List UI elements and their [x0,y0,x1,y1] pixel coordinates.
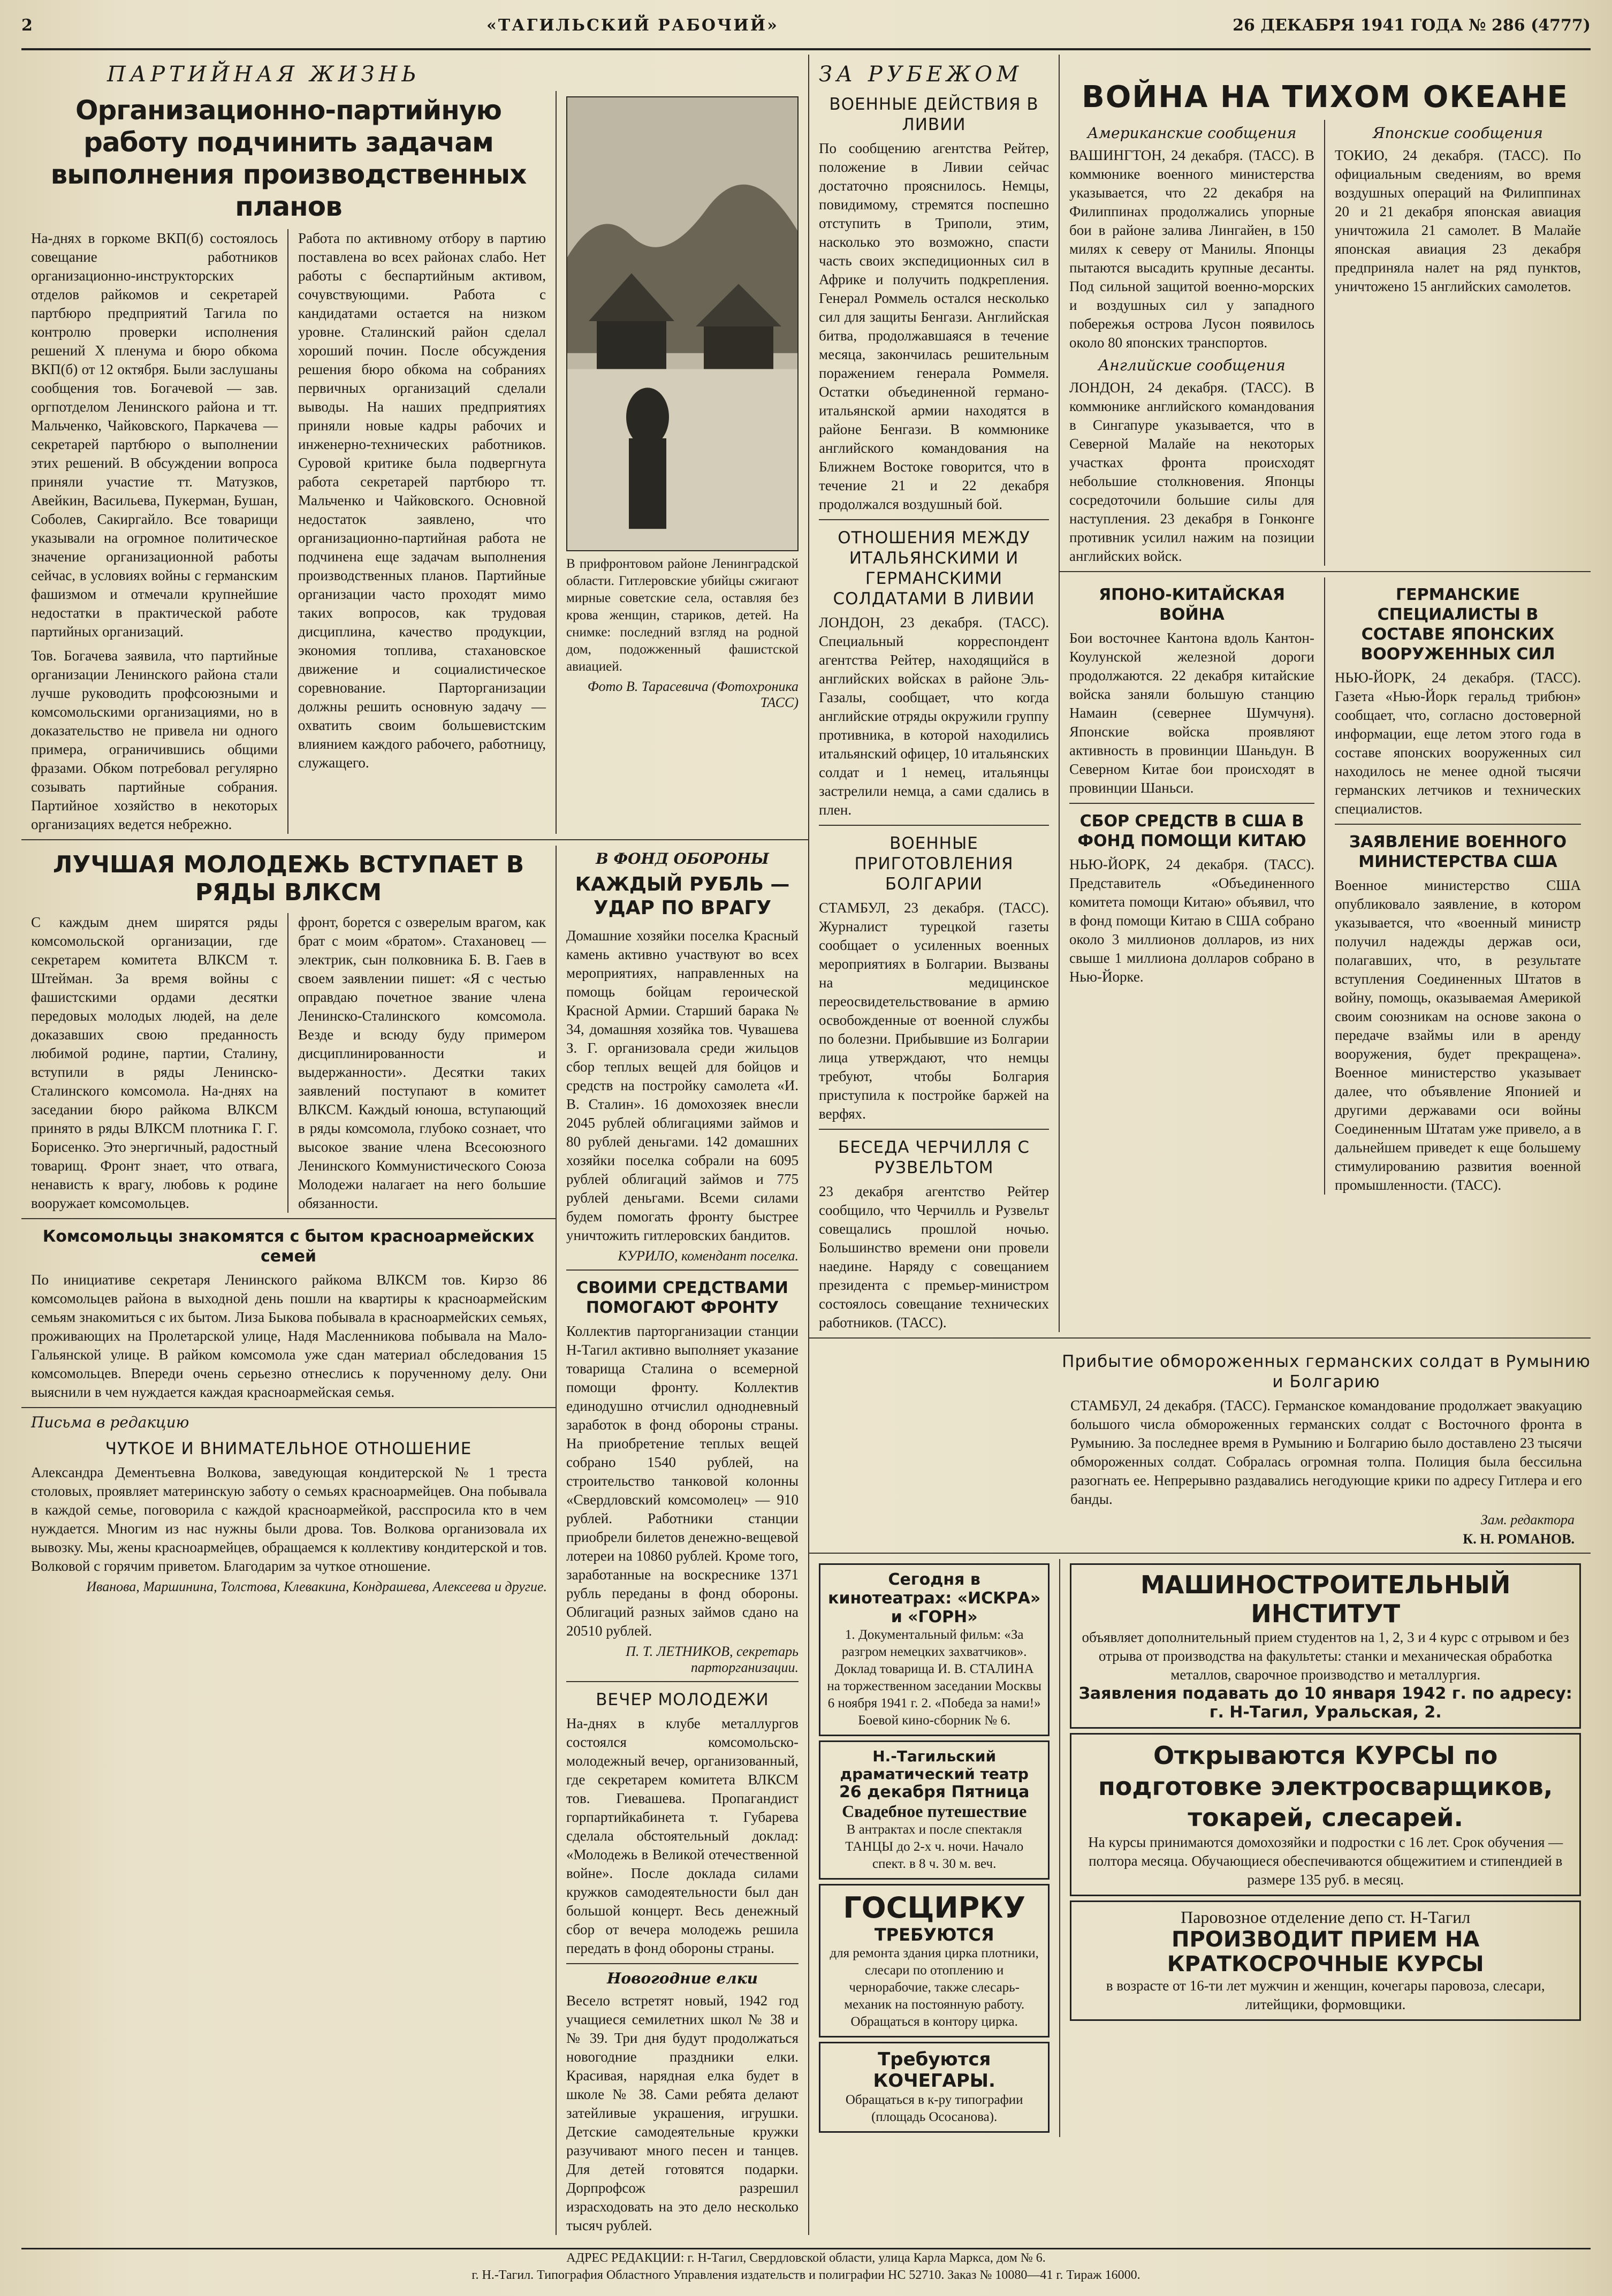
courses-text: На курсы принимаются домохозяйки и подростки с 16 лет. Срок обучения — полтора месяца. Обучающиеся обеспечиваются общежитием и стипендией в размере 135 руб. в месяц. [1088,1834,1563,1888]
issue-date: 26 ДЕКАБРЯ 1941 ГОДА № 286 (4777) [1233,16,1591,35]
depot-text: в возрасте от 16-ти лет мужчин и женщин, кочегары паровоза, слесари, литейщики, формовщики. [1106,1978,1545,2012]
funds-text: НЬЮ-ЙОРК, 24 декабря. (ТАСС). Представитель «Объединенного комитета помощи Китаю» объявил, что в фонд помощи Китаю в США собрано около 3 миллионов долларов, из них свыше 1 миллиона долларов собрано в Нью-Йорке. [1069,856,1314,985]
own-means-headline: СВОИМИ СРЕДСТВАМИ ПОМОГАЮТ ФРОНТУ [576,1279,788,1317]
defense-fund-signature: КУРИЛО, комендант поселка. [618,1248,799,1264]
evening-text: На-днях в клубе металлургов состоялся комсомольско-молодежный вечер, организованный, где секретарем комитета ВЛКСМ тов. Гиевашева. Пропагандист горпартийкабинета т. Губарева сделала обстоятельный доклад: «Молодежь в Великой отечественной войне». После доклада силами кружков самодеятельности был дан большой концерт. Весь денежный сбор от вечера молодежь решила передать в фонд обороны страны. [566,1715,799,1956]
frozen-headline: Прибытие обмороженных германских солдат в Румынию и Болгарию [1062,1352,1591,1392]
relations-headline: ОТНОШЕНИЯ МЕЖДУ ИТАЛЬЯНСКИМИ И ГЕРМАНСКИМИ СОЛДАТАМИ В ЛИВИИ [833,528,1035,609]
new-year-headline: Новогодние елки [606,1970,758,1987]
institute-deadline: Заявления подавать до 10 января 1942 г. по адресу: г. Н-Тагил, Уральская, 2. [1078,1684,1572,1722]
pacific-text-2: ЛОНДОН, 24 декабря. (ТАСС). В коммюнике английского командования в Сингапуре указывается, что в Северной Малайе на некоторых участках фронта происходят небольшие столкновения. Японцы сосредоточили большие силы для наступления. 23 декабря в Гонконге противник усилил нажим на позиции английских войск. [1069,379,1314,564]
libya-text: По сообщению агентства Рейтер, положение в Ливии сейчас достаточно прояснилось. Немцы, повидимому, стремятся поспешно отступить в Триполи, этим, насколько это возможно, спасти часть своих экспедиционных сил в Африке и получить подкрепления. Генерал Роммель остался несколько сил для защиты Бенгази. Английская битва, продолжавшаяся в течение месяца, закончилась решительным поражением генерала Роммеля. Остатки объединенной германо-итальянской армии находятся в районе Бенгази. В коммюнике английского командования на Ближнем Востоке говорится, что в течение 21 и 22 декабря продолжался воздушный бой. [819,140,1049,512]
germans-text: НЬЮ-ЙОРК, 24 декабря. (ТАСС). Газета «Нью-Йорк геральд трибюн» сообщает, что, согласно достоверной информации, еще летом этого года в составе японских вооруженных сил находилось не менее одной тысячи германских летчиков и технических специалистов. [1335,670,1581,817]
vlksm-text-1: С каждым днем ширятся ряды комсомольской организации, где секретарем комитета ВЛКСМ т. Штейман. За время войны с фашистскими ордами десятки передовых молодых людей, на деле доказавших свою преданность любимой родине, партии, Сталину, вступили в ряды Ленинско-Сталинского комсомола. На-днях на заседании бюро райкома ВЛКСМ принято в ряды ВЛКСМ плотника Г. Г. Борисенко. Это энергичный, радостный товарищ. Фронт знает, что отвага, ненависть к врагу, любовь к родине вооружает комсомольцев. [31,914,278,1211]
own-means-signature: П. Т. ЛЕТНИКОВ, секретарь парторганизации. [626,1644,799,1675]
letters-signature: Иванова, Маршинина, Толстова, Клевакина, Кондрашева, Алексеева и другие. [86,1579,547,1594]
ads-left [809,1559,1060,2137]
circus-text: для ремонта здания цирка плотники, слесари по отоплению и чернорабочие, также слесарь-механик на постоянную работу. Обращаться в контору цирка. [830,1946,1039,2029]
theater-ad [819,1740,1050,1880]
komsomol-families-text: По инициативе секретаря Ленинского райкома ВЛКСМ тов. Кирзо 86 комсомольцев района в выходной день пошли на квартиры к красноармейским семьям знакомиться с их бытом. Лиза Быкова побывала в красноармейских семьях, проживающих на Пролетарской улице, Надя Масленникова побывала на Мало-Гальянской улице. В райком комсомола уже сдан материал обследования 15 комсомольцев. Впереди очень серьезно отнеслись к порученному делу. Они выяснили в чем нуждается каждая красноармейская семья. [31,1272,547,1400]
frozen-block [1061,1344,1592,1509]
defense-fund-rubric: В ФОНД ОБОРОНЫ [596,850,769,868]
defense-fund-text: Домашние хозяйки поселка Красный камень активно участвуют во всех мероприятиях, направленных на помощь бойцам героической Красной Армии. Старший барака № 34, домашняя хозяйка тов. Чувашева З. Г. организовала среди жильцов сбор теплых вещей для бойцов и средств на постройку самолета «И. В. Сталин». 16 домохозяек внесли 2045 рублей облигациями займов и 80 рублей деньгами. 142 домашних хозяйки поселка собрали на 6095 рублей облигаций займов и 775 рублей деньгами. Всеми силами будем помогать фронту быстрее уничтожить гитлеровских бандитов. [566,927,799,1243]
pacific-headline: ВОЙНА НА ТИХОМ ОКЕАНЕ [1082,80,1569,115]
paper-name: «ТАГИЛЬСКИЙ РАБОЧИЙ» [486,16,779,35]
churchill-text: 23 декабря агентство Рейтер сообщило, что Черчилль и Рузвельт совещались прошлой ночью. Большинство времени они провели наедине. Наряду с совещанием президента с премьер-министром состоялось совещание технических работников. (ТАСС). [819,1183,1049,1331]
party-life-headline: Организационно-партийную работу подчинить задачам выполнения производственных планов [50,95,527,222]
editor-name: К. Н. РОМАНОВ. [1463,1531,1575,1547]
theater-date: 26 декабря Пятница [839,1783,1030,1801]
photo-credit: Фото В. Тарасевича (Фотохроника ТАСС) [587,679,799,710]
lower-left-block [21,846,557,2235]
churchill-headline: БЕСЕДА ЧЕРЧИЛЛЯ С РУЗВЕЛЬТОМ [838,1138,1030,1177]
depot-big: ПРОИЗВОДИТ ПРИЕМ НА КРАТКОСРОЧНЫЕ КУРСЫ [1167,1927,1484,1976]
rubric-party-life: ПАРТИЙНАЯ ЖИЗНЬ [107,62,421,87]
statement-headline: ЗАЯВЛЕНИЕ ВОЕННОГО МИНИСТЕРСТВА США [1349,833,1567,871]
evening-headline: ВЕЧЕР МОЛОДЕЖИ [596,1690,769,1709]
own-means-text: Коллектив парторганизации станции Н-Тагил активно выполняет указание товарища Сталина о всемерной помощи фронту. Коллектив единодушно отчислил однодневный заработок в фонд обороны страны. На приобретение теплых вещей собрано 1540 рублей, на строительство танковой колонны «Свердловский комсомолец» — 910 рублей. Работники станции приобрели билетов денежно-вещевой лотереи на 10860 рублей. Кроме того, заработанные на воскреснике 1371 рубль переданы в фонд обороны. Облигаций разных займов сдано на 20510 рублей. [566,1323,799,1639]
depot-headline: Паровозное отделение депо ст. Н-Тагил [1181,1907,1471,1927]
circus-subhead: ТРЕБУЮТСЯ [874,1925,994,1945]
party-life-text-2: Тов. Богачева заявила, что партийные организации Ленинского района стали лучше руководить профсоюзными и комсомольскими организациями, но в доказательство не привела ни одного примера, ограничившись общими фразами. Обком потребовал регулярно созывать партийные собрания. Партийное хозяйство в некоторых организациях ведется небрежно. [31,648,278,832]
pacific-text-3: ТОКИО, 24 декабря. (ТАСС). По официальным сведениям, во время воздушных операций на Филиппинах 20 и 21 декабря японская авиация уничтожила 21 самолет. В Малайе японская авиация 23 декабря предприняла налет на ряд пунктов, уничтожено 15 английских самолетов. [1335,147,1581,294]
theater-text: В антрактах и после спектакля ТАНЦЫ до 2-х ч. ночи. Начало спект. в 8 ч. 30 м. веч. [845,1822,1024,1871]
stokers-ad [819,2042,1050,2133]
stokers-headline: Требуются КОЧЕГАРЫ. [873,2049,995,2092]
libya-headline: ВОЕННЫЕ ДЕЙСТВИЯ В ЛИВИИ [829,95,1039,134]
abroad-left-col [809,55,1060,1332]
american-subhead: Американские сообщения [1087,124,1297,142]
photo-caption: В прифронтовом районе Ленинградской области. Гитлеровские убийцы сжигают мирные советские села, оставляя без крова женщин, стариков, детей. На снимке: последний взгляд на родной дом, подожженный фашистской авиацией. [566,557,799,674]
editor-label: Зам. редактора [1480,1512,1575,1527]
germans-headline: ГЕРМАНСКИЕ СПЕЦИАЛИСТЫ В СОСТАВЕ ЯПОНСКИХ ВООРУЖЕННЫХ СИЛ [1360,586,1555,664]
china-text: Бои восточнее Кантона вдоль Кантон-Коулунской железной дороги продолжаются. 22 декабря китайские войска заняли большую станцию Намаин (севернее Шумчуня). Японские войска проявляют активность в провинции Шаньдун. В Северном Китае бои происходят в провинции Шаньси. [1069,630,1314,796]
cinema-headline: Сегодня в кинотеатрах: «ИСКРА» и «ГОРН» [828,1570,1041,1626]
institute-headline: МАШИНОСТРОИТЕЛЬНЫЙ ИНСТИТУТ [1140,1570,1511,1628]
relations-text: ЛОНДОН, 23 декабря. (ТАСС). Специальный корреспондент агентства Рейтер, находящийся в английских войсках в районе Эль-Газалы, сообщает, что когда английские отряды окружили группу противника, в которой находились итальянский офицер, 10 итальянских солдат и 1 немец, итальянцы застрелили немца, а сами сдались в плен. [819,614,1049,818]
pacific-text-1: ВАШИНГТОН, 24 декабря. (ТАСС). В коммюнике военного министерства указывается, что 22 декабря на Филиппинах продолжались упорные бои в районе залива Лингайен, в 150 милях к северу от Манилы. Японцы пытаются высадить крупные десанты. Под сильной защитой военно-морских и воздушных сил у западного побережья острова Лусон появилось около 80 японских транспортов. [1069,147,1314,351]
frozen-text: СТАМБУЛ, 24 декабря. (ТАСС). Германское командование продолжает эвакуацию большого числа обмороженных германских солдат с Восточного фронта в Румынию. За последнее время в Румынию и Болгарию было доставлено 23 тысячи обмороженных солдат. Собралась огромная толпа. Полиция была бессильна разогнать ее. Непрерывно раздавались негодующие крики по адресу Гитлера и его банды. [1070,1397,1582,1507]
defense-fund-headline: КАЖДЫЙ РУБЛЬ — УДАР ПО ВРАГУ [575,873,790,919]
institute-text: объявляет дополнительный прием студентов на 1, 2, 3 и 4 курс с отрывом и без отрыва от производства на факультеты: станки и механическая обработка металлов, сварочное производство и металлургия. [1082,1629,1569,1683]
bulgaria-text: СТАМБУЛ, 23 декабря. (ТАСС). Журналист турецкой газеты сообщает о усиленных военных мероприятиях в Болгарии. Вызваны на медицинское переосвидетельствование в армию освобожденные от военной службы по болезни. Прибывшие из Болгарии лица утверждают, что немцы требуют, чтобы Болгария приступила к постройке баржей на верфях. [819,900,1049,1122]
party-life-text-1: На-днях в горкоме ВКП(б) состоялось совещание работников организационно-инструкторских отделов райкомов и секретарей партбюро предприятий Тагила по контролю проверки исполнения решений X пленума и бюро обкома ВКП(б) от 12 октября. Были заслушаны сообщения тов. Богачевой — зав. оргпотделом Ленинского района и тт. Мальченко, Чайковского, Паркачева — секретарей партбюро о выполнении этих решений. В обсуждении вопроса приняли участие тт. Матузков, Авейкин, Васильева, Пукерман, Бушан, Соболев, Сакиргайло. Все товарищи указывали на огромное политическое значение организационной работы сейчас, в условиях войны с германским фашизмом и отмечали крупнейшие недостатки в практической работе партийных организаций. [31,230,278,640]
burning-village-image [567,97,797,550]
courses-ad [1070,1733,1581,1896]
photo-block [557,91,808,834]
letters-rubric: Письма в редакцию [31,1413,189,1431]
courses-headline: Открываются КУРСЫ по подготовке электросварщиков, токарей, слесарей. [1098,1741,1553,1832]
left-half [21,55,808,2235]
fund-block [557,846,808,2235]
cinema-ad [819,1563,1050,1736]
ads-area [809,1559,1591,2137]
letters-text: Александра Дементьевна Волкова, заведующая кондитерской № 1 треста столовых, проявляет материнскую заботу о семьях красноармейцев. Она побывала в каждой семье, поговорила с каждой красноармейкой, расспросила кто в чем нуждается. Многим из нас нужны были дрова. Тов. Волкова организовала их вывозку. Мы, жены красноармейцев, обращаемся к коллективу кондитерской и тов. Волковой с горячим приветом. Благодарим за чуткое отношение. [31,1464,547,1574]
war-photo [566,96,799,551]
depot-ad [1070,1900,1581,2021]
new-year-text: Весело встретят новый, 1942 год учащиеся семилетних школ № 38 и № 39. Три дня будут продолжаться новогодние праздники елки. Красивая, нарядная елка будет в школе № 38. Сами ребята делают затейливые украшения, игрушки. Детские самодеятельные кружки разучивают много песен и танцев. Для детей готовятся подарки. Дорпрофсож разрешил израсходовать на это дело несколько тысяч рублей. [566,1993,799,2233]
theater-headline: Н.-Тагильский драматический театр [840,1747,1029,1783]
japan-subhead: Японские сообщения [1373,124,1543,142]
pacific-block [1060,55,1591,1332]
letters-headline: ЧУТКОЕ И ВНИМАТЕЛЬНОЕ ОТНОШЕНИЕ [105,1439,472,1458]
footer-printing: г. Н.-Тагил. Типография Областного Управления издательств и полиграфии НС 52710. Заказ № 10080—41 г. Тираж 16000. [472,2268,1140,2282]
theater-play: Свадебное путешествие [842,1801,1027,1821]
party-life-block [21,91,557,834]
abroad-rubric: ЗА РУБЕЖОМ [819,62,1023,87]
stokers-text: Обращаться в к-ру типографии (площадь Ососанова). [845,2093,1023,2124]
china-headline: ЯПОНО-КИТАЙСКАЯ ВОЙНА [1098,586,1286,624]
right-half [808,55,1591,2235]
bulgaria-headline: ВОЕННЫЕ ПРИГОТОВЛЕНИЯ БОЛГАРИИ [854,834,1014,894]
footer-address: АДРЕС РЕДАКЦИИ: г. Н-Тагил, Свердловской области, улица Карла Маркса, дом № 6. [566,2251,1046,2265]
circus-ad [819,1884,1050,2037]
vlksm-headline: ЛУЧШАЯ МОЛОДЕЖЬ ВСТУПАЕТ В РЯДЫ ВЛКСМ [52,851,524,906]
page-number: 2 [21,16,33,35]
circus-headline: ГОСЦИРКУ [843,1891,1025,1925]
ads-right [1060,1559,1591,2137]
vlksm-text-2: фронт, борется с озверелым врагом, как брат с моим «братом». Стахановец — электрик, сын полковника Б. В. Гаев в своем заявлении пишет: «Я с честью оправдаю почетное звание члена Ленинско-Сталинского комсомола. Везде и всюду буду примером дисциплинированности и выдержанности». Десятки таких заявлений поступают в комитет ВЛКСМ. Каждый юноша, вступающий в ряды комсомола, глубоко сознает, что высокое звание члена Всесоюзного Ленинского Коммунистического Союза Молодежи налагает на него большие обязанности. [298,914,546,1211]
masthead [21,16,1591,50]
footer [21,2248,1591,2284]
komsomol-families-headline: Комсомольцы знакомятся с бытом красноармейских семей [42,1227,535,1266]
statement-text: Военное министерство США опубликовало заявление, в котором указывается, что «военный министр получил надежды держав оси, полагавших, что, в результате вступления Соединенных Штатов в войну, помощь, оказываемая Америкой своим союзникам на основе закона о передаче взаймы или в аренду вооружения, будет прекращена». Военное министерство указывает далее, что объявление Японией и другими державами оси войны Соединенным Штатам уже привело, а в дальнейшем приведет к еще большему стимулированию развития военной промышленности. (ТАСС). [1335,877,1581,1193]
funds-headline: СБОР СРЕДСТВ В США В ФОНД ПОМОЩИ КИТАЮ [1077,812,1306,850]
party-life-text-3: Работа по активному отбору в партию поставлена во всех районах слабо. Нет работы с беспартийным активом, сочувствующими. Работа с кандидатами остается на низком уровне. Сталинский район сделал хороший почин. После обсуждения решения бюро обкома на собраниях первичных организаций сделали выводы. На наших предприятиях приняли новые кадры рабочих и инженерно-технических работников. Суровой критике была подвергнута работа секретарей партбюро тт. Мальченко и Чайковского. Основной недостаток заявлено, что организационно-партийная работа не подчинена еще задачам выполнения производственных планов. Партийные организации часто проходят мимо таких вопросов, как трудовая дисциплина, качество продукции, экономия топлива, стахановское движение и социалистическое соревнование. Парторганизации должны решить основную задачу — охватить своим большевистским влиянием каждого рабочего, работницу, служащего. [298,230,546,771]
cinema-text: 1. Документальный фильм: «За разгром немецких захватчиков». Доклад товарища И. В. СТАЛИНА на торжественном заседании Москвы 6 ноября 1941 г. 2. «Победа за нами!» Боевой кино-сборник № 6. [827,1628,1041,1728]
english-subhead: Английские сообщения [1098,356,1286,374]
institute-ad [1070,1563,1581,1729]
